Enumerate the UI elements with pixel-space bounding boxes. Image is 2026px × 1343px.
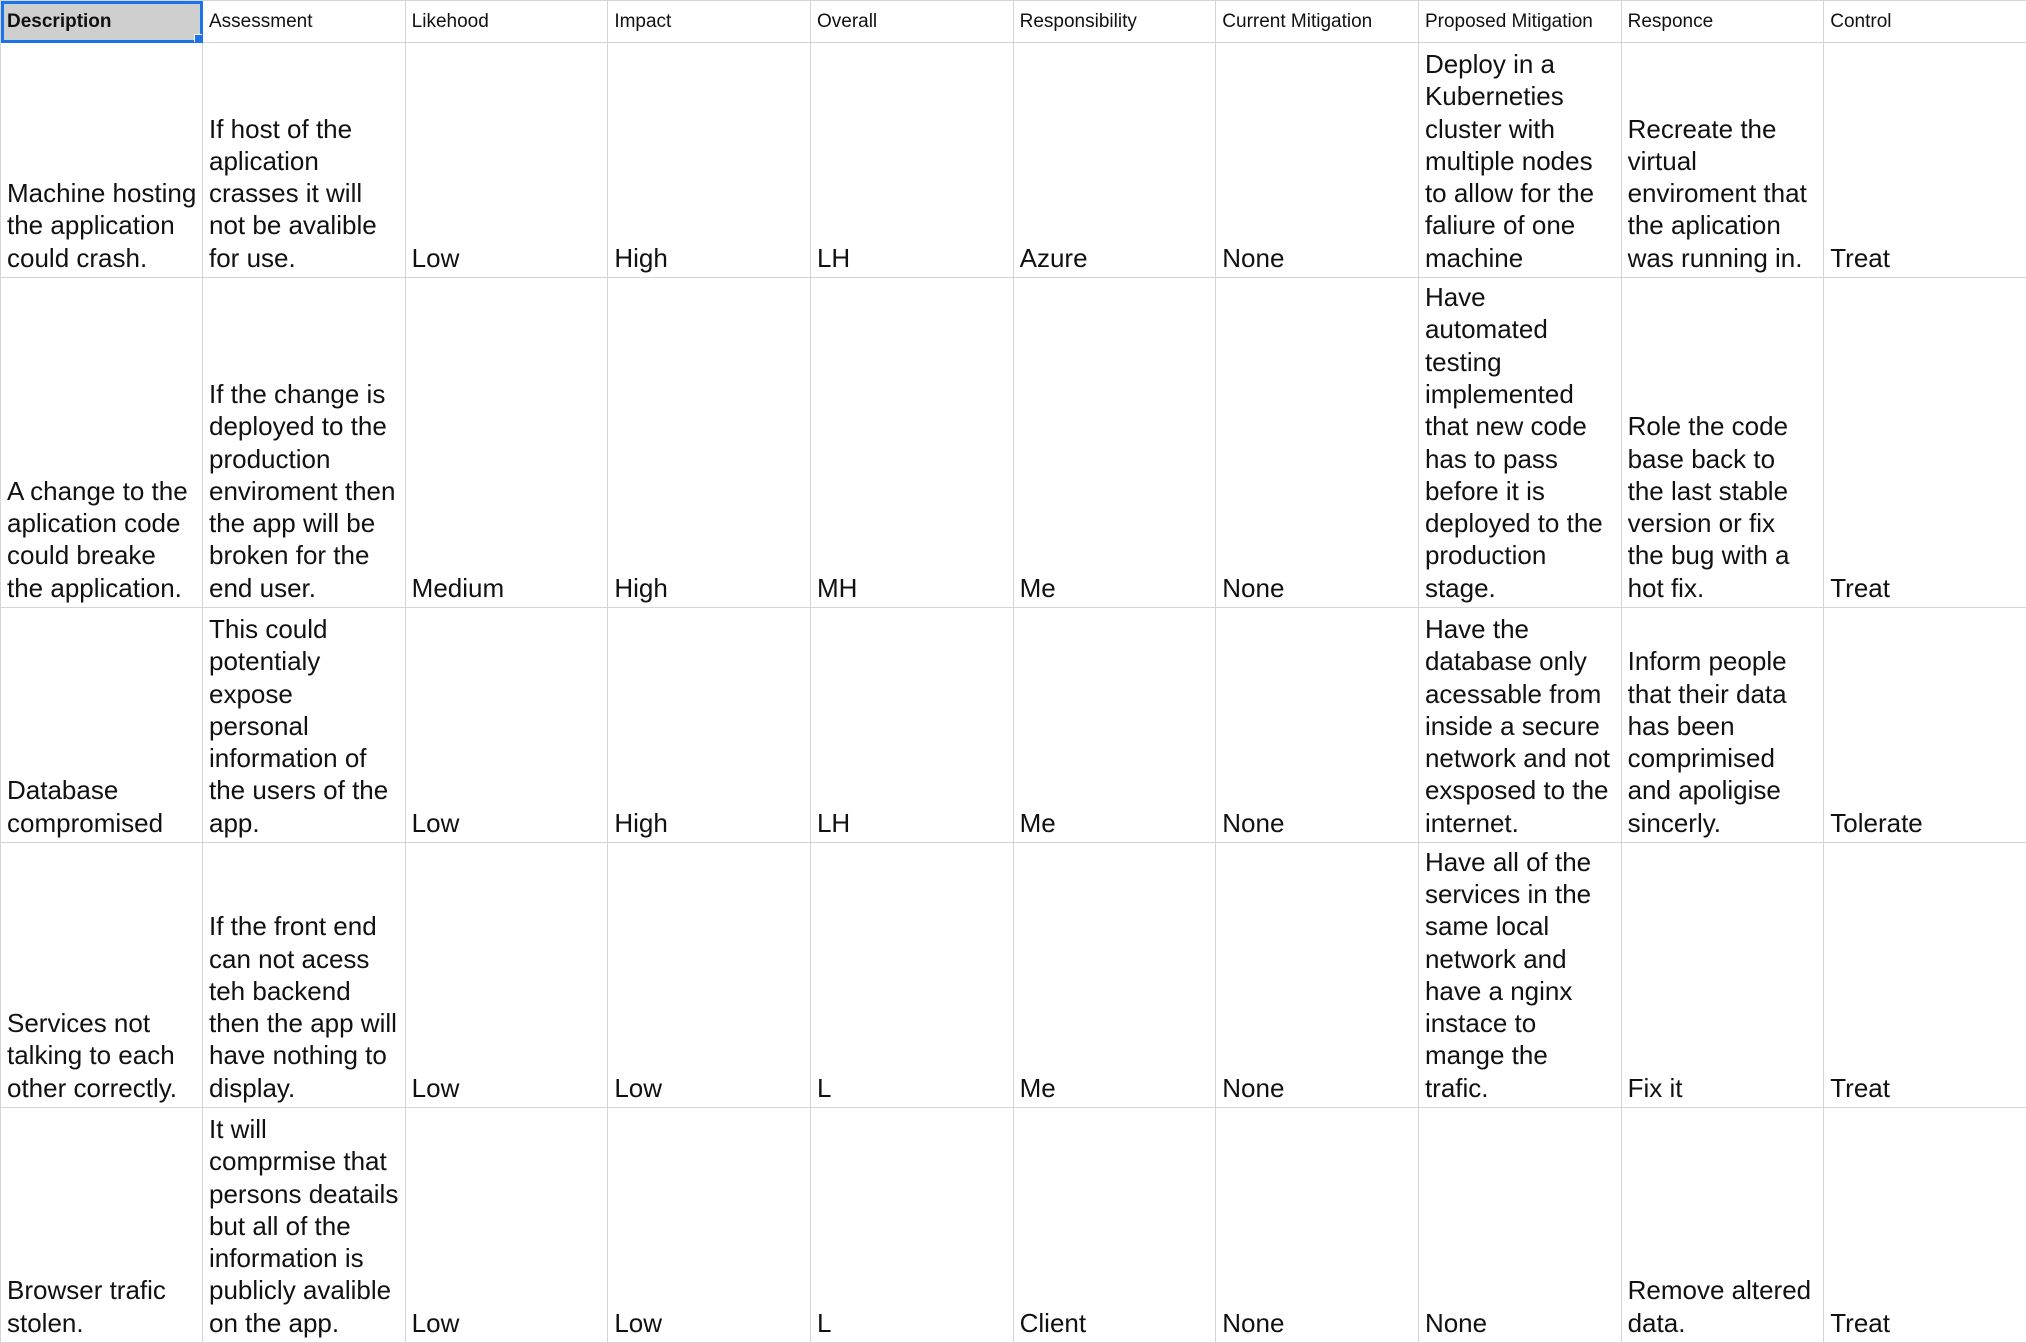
cell-responce[interactable]: Role the code base back to the last stable version or fix the bug with a hot fix. <box>1621 278 1824 608</box>
cell-control[interactable]: Treat <box>1824 1108 2026 1343</box>
cell-proposed-mitigation[interactable]: None <box>1418 1108 1621 1343</box>
header-cell-overall[interactable]: Overall <box>810 1 1013 43</box>
header-cell-responce[interactable]: Responce <box>1621 1 1824 43</box>
table-row <box>1 843 2026 1108</box>
cell-overall[interactable]: LH <box>810 608 1013 843</box>
cell-control[interactable]: Treat <box>1824 843 2026 1108</box>
cell-overall[interactable]: MH <box>810 278 1013 608</box>
cell-current-mitigation[interactable]: None <box>1216 608 1419 843</box>
cell-control[interactable]: Treat <box>1824 43 2026 278</box>
cell-likehood[interactable]: Low <box>405 843 608 1108</box>
header-cell-current-mitigation[interactable]: Current Mitigation <box>1216 1 1419 43</box>
cell-responce[interactable]: Inform people that their data has been comprimised and apoligise sincerly. <box>1621 608 1824 843</box>
cell-description[interactable]: Database compromised <box>1 608 203 843</box>
cell-overall[interactable]: L <box>810 843 1013 1108</box>
header-cell-likehood[interactable]: Likehood <box>405 1 608 43</box>
cell-assessment[interactable]: If the change is deployed to the production enviroment then the app will be broken for the end user. <box>203 278 406 608</box>
cell-impact[interactable]: High <box>608 43 811 278</box>
cell-responsibility[interactable]: Me <box>1013 278 1216 608</box>
cell-impact[interactable]: High <box>608 608 811 843</box>
cell-overall[interactable]: L <box>810 1108 1013 1343</box>
cell-impact[interactable]: Low <box>608 1108 811 1343</box>
cell-assessment[interactable]: If host of the aplication crasses it will not be avalible for use. <box>203 43 406 278</box>
cell-proposed-mitigation[interactable]: Have all of the services in the same local network and have a nginx instace to mange the trafic. <box>1418 843 1621 1108</box>
cell-control[interactable]: Tolerate <box>1824 608 2026 843</box>
cell-description[interactable]: Machine hosting the application could crash. <box>1 43 203 278</box>
cell-current-mitigation[interactable]: None <box>1216 43 1419 278</box>
cell-description[interactable]: Browser trafic stolen. <box>1 1108 203 1343</box>
header-row <box>1 1 2026 43</box>
cell-description[interactable]: A change to the aplication code could breake the application. <box>1 278 203 608</box>
cell-responce[interactable]: Fix it <box>1621 843 1824 1108</box>
cell-current-mitigation[interactable]: None <box>1216 278 1419 608</box>
cell-responsibility[interactable]: Azure <box>1013 43 1216 278</box>
header-label: Description <box>7 11 112 32</box>
cell-impact[interactable]: High <box>608 278 811 608</box>
cell-current-mitigation[interactable]: None <box>1216 843 1419 1108</box>
cell-assessment[interactable]: This could potentialy expose personal information of the users of the app. <box>203 608 406 843</box>
header-cell-control[interactable]: Control <box>1824 1 2026 43</box>
fill-handle[interactable] <box>194 34 203 43</box>
cell-assessment[interactable]: It will comprmise that persons deatails but all of the information is publicly avalible on the app. <box>203 1108 406 1343</box>
header-cell-description[interactable] <box>1 1 203 43</box>
header-cell-responsibility[interactable]: Responsibility <box>1013 1 1216 43</box>
cell-responsibility[interactable]: Me <box>1013 608 1216 843</box>
cell-likehood[interactable]: Low <box>405 43 608 278</box>
cell-likehood[interactable]: Low <box>405 1108 608 1343</box>
table-row <box>1 43 2026 278</box>
table-row <box>1 608 2026 843</box>
cell-likehood[interactable]: Low <box>405 608 608 843</box>
cell-responce[interactable]: Remove altered data. <box>1621 1108 1824 1343</box>
cell-current-mitigation[interactable]: None <box>1216 1108 1419 1343</box>
header-cell-proposed-mitigation[interactable]: Proposed Mitigation <box>1418 1 1621 43</box>
cell-responce[interactable]: Recreate the virtual enviroment that the aplication was running in. <box>1621 43 1824 278</box>
cell-proposed-mitigation[interactable]: Have the database only acessable from inside a secure network and not exsposed to the internet. <box>1418 608 1621 843</box>
cell-likehood[interactable]: Medium <box>405 278 608 608</box>
cell-responsibility[interactable]: Client <box>1013 1108 1216 1343</box>
table-row <box>1 1108 2026 1343</box>
header-cell-impact[interactable]: Impact <box>608 1 811 43</box>
table-row <box>1 278 2026 608</box>
cell-overall[interactable]: LH <box>810 43 1013 278</box>
cell-assessment[interactable]: If the front end can not acess teh backend then the app will have nothing to display. <box>203 843 406 1108</box>
cell-description[interactable]: Services not talking to each other correctly. <box>1 843 203 1108</box>
cell-proposed-mitigation[interactable]: Have automated testing implemented that new code has to pass before it is deployed to the production stage. <box>1418 278 1621 608</box>
cell-impact[interactable]: Low <box>608 843 811 1108</box>
cell-proposed-mitigation[interactable]: Deploy in a Kuberneties cluster with multiple nodes to allow for the faliure of one machine <box>1418 43 1621 278</box>
cell-control[interactable]: Treat <box>1824 278 2026 608</box>
cell-responsibility[interactable]: Me <box>1013 843 1216 1108</box>
header-cell-assessment[interactable]: Assessment <box>203 1 406 43</box>
